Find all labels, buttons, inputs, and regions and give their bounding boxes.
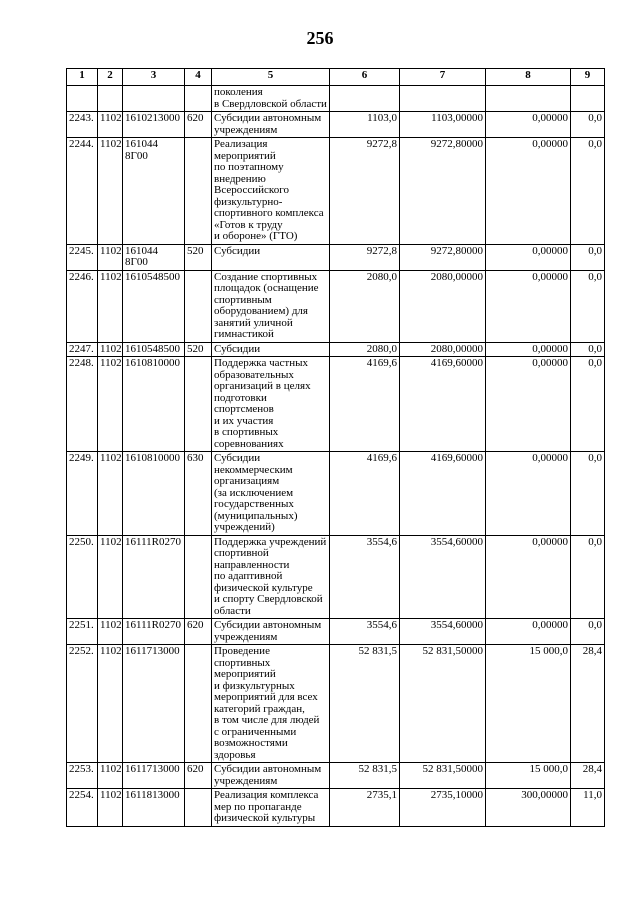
percent-cell: 0,0 — [571, 138, 605, 245]
table-row — [67, 86, 605, 112]
amount-cell: 3554,6 — [330, 619, 400, 645]
amount-detailed-cell: 2735,10000 — [400, 789, 486, 827]
column-header-9: 9 — [571, 69, 605, 86]
amount-federal-cell: 0,00000 — [486, 270, 571, 342]
percent-cell: 0,0 — [571, 619, 605, 645]
section-code-cell: 1102 — [98, 789, 123, 827]
row-number-cell: 2252. — [67, 645, 98, 763]
row-number-cell: 2244. — [67, 138, 98, 245]
item-name-cell: Субсидии — [212, 244, 330, 270]
amount-federal-cell: 0,00000 — [486, 138, 571, 245]
amount-cell: 9272,8 — [330, 138, 400, 245]
column-header-6: 6 — [330, 69, 400, 86]
column-header-5: 5 — [212, 69, 330, 86]
row-number-cell: 2245. — [67, 244, 98, 270]
percent-cell: 0,0 — [571, 112, 605, 138]
section-code-cell: 1102 — [98, 763, 123, 789]
percent-cell: 28,4 — [571, 763, 605, 789]
column-header-1: 1 — [67, 69, 98, 86]
target-code-cell: 16111R0270 — [123, 619, 185, 645]
column-header-3: 3 — [123, 69, 185, 86]
amount-cell: 2080,0 — [330, 270, 400, 342]
amount-federal-cell: 0,00000 — [486, 244, 571, 270]
amount-detailed-cell: 2080,00000 — [400, 270, 486, 342]
amount-detailed-cell: 9272,80000 — [400, 138, 486, 245]
expense-type-cell — [185, 789, 212, 827]
amount-detailed-cell — [400, 86, 486, 112]
expense-type-cell — [185, 270, 212, 342]
target-code-cell: 1610548500 — [123, 342, 185, 357]
page-number: 256 — [306, 28, 334, 48]
expense-type-cell: 620 — [185, 112, 212, 138]
target-code-cell: 16111R0270 — [123, 535, 185, 619]
item-name-cell: Создание спортивных площадок (оснащение спортивным оборудованием) для занятий уличной гимнастикой — [212, 270, 330, 342]
row-number-cell: 2248. — [67, 357, 98, 452]
percent-cell: 11,0 — [571, 789, 605, 827]
item-name-cell: Поддержка частных образовательных организаций в целях подготовки спортсменов и их участия в спортивных соревнованиях — [212, 357, 330, 452]
percent-cell — [571, 86, 605, 112]
section-code-cell: 1102 — [98, 357, 123, 452]
expense-type-cell — [185, 138, 212, 245]
row-number-cell: 2249. — [67, 452, 98, 536]
percent-cell: 0,0 — [571, 357, 605, 452]
amount-federal-cell: 15 000,0 — [486, 645, 571, 763]
section-code-cell: 1102 — [98, 112, 123, 138]
target-code-cell: 1611813000 — [123, 789, 185, 827]
amount-detailed-cell: 3554,60000 — [400, 535, 486, 619]
amount-cell: 4169,6 — [330, 452, 400, 536]
table-header-row — [67, 69, 605, 86]
amount-cell: 2080,0 — [330, 342, 400, 357]
item-name-cell: Субсидии некоммерческим организациям (за исключением государственных (муниципальных) учреждений) — [212, 452, 330, 536]
amount-detailed-cell: 4169,60000 — [400, 357, 486, 452]
table-body — [67, 86, 605, 827]
table-row — [67, 452, 605, 536]
amount-cell — [330, 86, 400, 112]
row-number-cell: 2243. — [67, 112, 98, 138]
target-code-cell — [123, 86, 185, 112]
item-name-cell: Субсидии — [212, 342, 330, 357]
amount-cell: 3554,6 — [330, 535, 400, 619]
column-header-7: 7 — [400, 69, 486, 86]
table-row — [67, 244, 605, 270]
table-row — [67, 270, 605, 342]
table-row — [67, 535, 605, 619]
percent-cell: 0,0 — [571, 342, 605, 357]
amount-detailed-cell: 1103,00000 — [400, 112, 486, 138]
expense-type-cell — [185, 357, 212, 452]
item-name-cell: Субсидии автономным учреждениям — [212, 763, 330, 789]
amount-detailed-cell: 52 831,50000 — [400, 763, 486, 789]
expense-type-cell: 620 — [185, 619, 212, 645]
expense-type-cell: 520 — [185, 342, 212, 357]
table-row — [67, 763, 605, 789]
expense-type-cell: 620 — [185, 763, 212, 789]
table-row — [67, 138, 605, 245]
table-row — [67, 619, 605, 645]
amount-federal-cell: 0,00000 — [486, 619, 571, 645]
amount-detailed-cell: 2080,00000 — [400, 342, 486, 357]
percent-cell: 0,0 — [571, 535, 605, 619]
target-code-cell: 1611713000 — [123, 763, 185, 789]
amount-detailed-cell: 9272,80000 — [400, 244, 486, 270]
row-number-cell: 2247. — [67, 342, 98, 357]
target-code-cell: 1610810000 — [123, 357, 185, 452]
target-code-cell: 1610810000 — [123, 452, 185, 536]
column-header-4: 4 — [185, 69, 212, 86]
amount-cell: 1103,0 — [330, 112, 400, 138]
amount-detailed-cell: 4169,60000 — [400, 452, 486, 536]
table-row — [67, 357, 605, 452]
expense-type-cell — [185, 86, 212, 112]
row-number-cell — [67, 86, 98, 112]
amount-federal-cell: 300,00000 — [486, 789, 571, 827]
item-name-cell: Проведение спортивных мероприятий и физкультурных мероприятий для всех категорий граждан, в том числе для людей с ограниченными возможностями здоровья — [212, 645, 330, 763]
section-code-cell: 1102 — [98, 535, 123, 619]
target-code-cell: 1610548500 — [123, 270, 185, 342]
expense-type-cell: 520 — [185, 244, 212, 270]
amount-federal-cell: 0,00000 — [486, 535, 571, 619]
section-code-cell: 1102 — [98, 342, 123, 357]
target-code-cell: 161044 8Г00 — [123, 244, 185, 270]
amount-federal-cell: 0,00000 — [486, 357, 571, 452]
amount-cell: 2735,1 — [330, 789, 400, 827]
amount-federal-cell: 0,00000 — [486, 112, 571, 138]
section-code-cell: 1102 — [98, 452, 123, 536]
percent-cell: 28,4 — [571, 645, 605, 763]
row-number-cell: 2251. — [67, 619, 98, 645]
amount-cell: 4169,6 — [330, 357, 400, 452]
amount-cell: 52 831,5 — [330, 763, 400, 789]
column-header-2: 2 — [98, 69, 123, 86]
amount-detailed-cell: 52 831,50000 — [400, 645, 486, 763]
amount-cell: 9272,8 — [330, 244, 400, 270]
expense-type-cell: 630 — [185, 452, 212, 536]
item-name-cell: Реализация комплекса мер по пропаганде физической культуры — [212, 789, 330, 827]
column-header-8: 8 — [486, 69, 571, 86]
item-name-cell: Реализация мероприятий по поэтапному внедрению Всероссийского физкультурно- спортивного комплекса «Готов к труду и обороне» (ГТО) — [212, 138, 330, 245]
percent-cell: 0,0 — [571, 270, 605, 342]
budget-table — [66, 68, 605, 827]
item-name-cell: Поддержка учреждений спортивной направленности по адаптивной физической культуре и спорту Свердловской области — [212, 535, 330, 619]
expense-type-cell — [185, 645, 212, 763]
section-code-cell: 1102 — [98, 645, 123, 763]
row-number-cell: 2250. — [67, 535, 98, 619]
expense-type-cell — [185, 535, 212, 619]
section-code-cell: 1102 — [98, 244, 123, 270]
amount-federal-cell — [486, 86, 571, 112]
target-code-cell: 161044 8Г00 — [123, 138, 185, 245]
item-name-cell: Субсидии автономным учреждениям — [212, 619, 330, 645]
section-code-cell — [98, 86, 123, 112]
table-row — [67, 112, 605, 138]
table-row — [67, 645, 605, 763]
amount-federal-cell: 0,00000 — [486, 342, 571, 357]
percent-cell: 0,0 — [571, 244, 605, 270]
row-number-cell: 2246. — [67, 270, 98, 342]
item-name-cell: Субсидии автономным учреждениям — [212, 112, 330, 138]
section-code-cell: 1102 — [98, 270, 123, 342]
target-code-cell: 1611713000 — [123, 645, 185, 763]
amount-federal-cell: 0,00000 — [486, 452, 571, 536]
amount-federal-cell: 15 000,0 — [486, 763, 571, 789]
item-name-cell: поколения в Свердловской области — [212, 86, 330, 112]
amount-cell: 52 831,5 — [330, 645, 400, 763]
section-code-cell: 1102 — [98, 138, 123, 245]
row-number-cell: 2253. — [67, 763, 98, 789]
percent-cell: 0,0 — [571, 452, 605, 536]
target-code-cell: 1610213000 — [123, 112, 185, 138]
amount-detailed-cell: 3554,60000 — [400, 619, 486, 645]
section-code-cell: 1102 — [98, 619, 123, 645]
row-number-cell: 2254. — [67, 789, 98, 827]
table-row — [67, 789, 605, 827]
table-row — [67, 342, 605, 357]
